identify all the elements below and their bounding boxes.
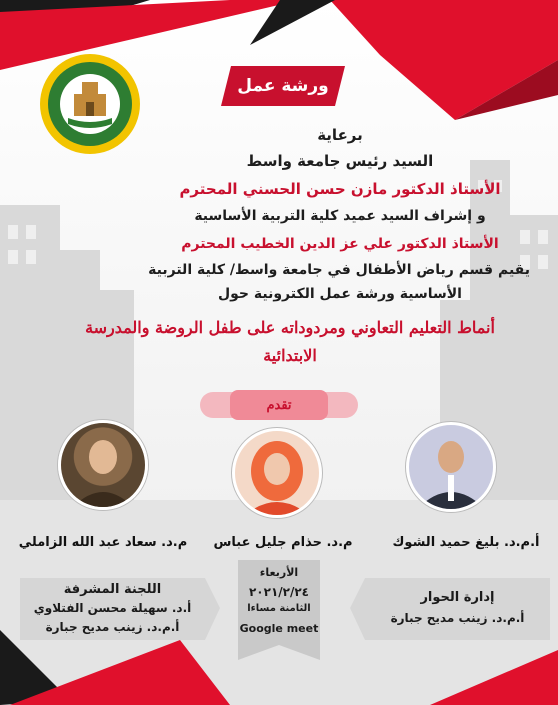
presenter-photo-center [232, 428, 322, 518]
workshop-label: ورشة عمل [237, 76, 329, 96]
presenter-photo-right [406, 422, 496, 512]
committee-member: أ.م.د. زينب مديح جبارة [45, 620, 180, 634]
workshop-title: أنماط التعليم التعاوني ومردوداته على طفل الروضة والمدرسة [85, 318, 495, 337]
presents-label: تقدم [266, 397, 292, 413]
moderation-title: إدارة الحوار [420, 590, 495, 605]
committee-title: اللجنة المشرفة [63, 582, 162, 597]
presenter-photo-left [58, 420, 148, 510]
president-title: السيد رئيس جامعة واسط [246, 152, 434, 170]
presenter-name-center: م.د. حذام جليل عباس [213, 535, 353, 550]
event-day: الأربعاء [259, 566, 299, 579]
dean-name: الأستاذ الدكتور علي عز الدين الخطيب المحترم [181, 236, 499, 252]
event-time: الثامنة مساءا [247, 603, 311, 614]
event-date: ٢٠٢١/٢/٢٤ [248, 585, 310, 599]
moderator-name: أ.م.د. زينب مديح جبارة [390, 611, 525, 625]
committee-member: أ.د. سهيلة محسن الفتلاوي [33, 601, 192, 615]
patronage-line: برعاية [317, 126, 363, 144]
moderation-box [350, 578, 550, 640]
presenter-name-left: م.د. سعاد عبد الله الزاملي [18, 535, 188, 550]
event-platform: Google meet [239, 622, 319, 635]
president-name: الأستاذ الدكتور مازن حسن الحسني المحترم [179, 180, 501, 198]
presenter-name-right: أ.م.د. بليغ حميد الشوك [392, 535, 540, 550]
department-line: يقيم قسم رياض الأطفال في جامعة واسط/ كلية التربية [148, 262, 530, 278]
workshop-about-line: الأساسية ورشة عمل الكترونية حول [218, 286, 462, 302]
supervision-line: و إشراف السيد عميد كلية التربية الأساسية [194, 208, 486, 224]
university-logo [38, 52, 142, 156]
workshop-title-continued: الابتدائية [263, 346, 317, 365]
